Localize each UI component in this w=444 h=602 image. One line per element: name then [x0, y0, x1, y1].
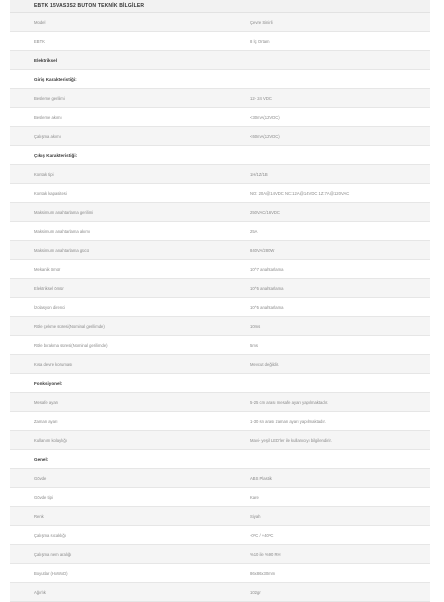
spec-value: 10^7 anahtarlama [248, 260, 430, 279]
spec-row [10, 317, 430, 336]
spec-label: Kontak tipi [10, 165, 248, 184]
spec-label: Elektriksel ömür [10, 279, 248, 298]
section-row [10, 70, 430, 89]
spec-value: Kare [248, 488, 430, 507]
section-heading: Fonksiyonel: [10, 374, 248, 393]
spec-row [10, 336, 430, 355]
spec-label: Röle bırakma süresi(Nominal gerilimde) [10, 336, 248, 355]
spec-value [248, 450, 430, 469]
spec-label: Mesafe ayarı [10, 393, 248, 412]
spec-value: 10^5 anahtarlama [248, 279, 430, 298]
spec-label: Çalışma nem aralığı [10, 545, 248, 564]
spec-label: Çalışma akımı [10, 127, 248, 146]
spec-row [10, 507, 430, 526]
spec-value [248, 146, 430, 165]
spec-row [10, 412, 430, 431]
spec-value: 25A [248, 222, 430, 241]
spec-value: ABS Plastik [248, 469, 430, 488]
spec-label: Zaman ayarı [10, 412, 248, 431]
spec-value: NO: 20A@14VDC NC:12A@14VDC 1Z:7A@120VAC [248, 184, 430, 203]
spec-label: Besleme gerilimi [10, 89, 248, 108]
spec-row [10, 13, 430, 32]
spec-value: %10 ile %90 RH [248, 545, 430, 564]
spec-label: EBTK [10, 32, 248, 51]
spec-value: 840VA/280W [248, 241, 430, 260]
spec-row [10, 184, 430, 203]
spec-value: -0ºC / +40ºC [248, 526, 430, 545]
spec-value [248, 51, 430, 70]
spec-table-body [10, 13, 430, 602]
section-row [10, 146, 430, 165]
spec-row [10, 393, 430, 412]
spec-value [248, 70, 430, 89]
spec-value: <30mA(12VDC) [248, 108, 430, 127]
spec-value [248, 374, 430, 393]
spec-label: Kontak kapasitesi [10, 184, 248, 203]
spec-row [10, 260, 430, 279]
spec-label: Boyutlar (HxWxD) [10, 564, 248, 583]
spec-row [10, 583, 430, 602]
spec-value: Çevre Sinirli [248, 13, 430, 32]
spec-row [10, 488, 430, 507]
spec-row [10, 89, 430, 108]
section-heading: Giriş Karakteristiği: [10, 70, 248, 89]
section-heading: Çıkış Karakteristiği: [10, 146, 248, 165]
spec-label: Röle çekme süresi(Nominal gerilimde) [10, 317, 248, 336]
spec-label: Kullanım kolaylığı [10, 431, 248, 450]
spec-row [10, 241, 430, 260]
spec-label: Çalışma sıcaklığı [10, 526, 248, 545]
spec-value: 86x86x30mm [248, 564, 430, 583]
spec-row [10, 165, 430, 184]
spec-row [10, 279, 430, 298]
section-row [10, 450, 430, 469]
spec-label: Kısa devre koruması [10, 355, 248, 374]
spec-value: 5ms [248, 336, 430, 355]
spec-row [10, 431, 430, 450]
section-heading: Elektriksel [10, 51, 248, 70]
spec-label: İzolasyon direnci [10, 298, 248, 317]
spec-value: 10ms [248, 317, 430, 336]
spec-row [10, 32, 430, 51]
spec-label: Gövde tipi [10, 488, 248, 507]
section-heading: Genel: [10, 450, 248, 469]
spec-label: Gövde [10, 469, 248, 488]
spec-row [10, 564, 430, 583]
spec-value: 102gr [248, 583, 430, 602]
spec-row [10, 203, 430, 222]
spec-label: Ağırlık [10, 583, 248, 602]
spec-row [10, 526, 430, 545]
spec-value: Mavi- yeşil LED'ler ile kullanıcıyı bilgilendirir. [248, 431, 430, 450]
spec-value: Siyah [248, 507, 430, 526]
spec-row [10, 108, 430, 127]
spec-row [10, 298, 430, 317]
spec-label: Model [10, 13, 248, 32]
section-row [10, 374, 430, 393]
spec-row [10, 545, 430, 564]
spec-row [10, 469, 430, 488]
spec-label: Maksimum anahtarlama gücü [10, 241, 248, 260]
spec-value: 1H/1Z/1B [248, 165, 430, 184]
section-row [10, 51, 430, 70]
spec-sheet [10, 0, 430, 602]
spec-value: Mevcut değildir. [248, 355, 430, 374]
spec-value: 5-25 cm arası mesafe ayarı yapılmaktadır. [248, 393, 430, 412]
spec-value: 1-30 sn arası zaman ayarı yapılmaktadır. [248, 412, 430, 431]
spec-value: 250VAC/16VDC [248, 203, 430, 222]
spec-row [10, 127, 430, 146]
spec-table [10, 13, 430, 602]
spec-value: 12- 24 VDC [248, 89, 430, 108]
spec-value: <60mA(12VDC) [248, 127, 430, 146]
spec-value: 8 İç Ortam [248, 32, 430, 51]
spec-label: Maksimum anahtarlama akımı [10, 222, 248, 241]
spec-label: Renk [10, 507, 248, 526]
spec-row [10, 355, 430, 374]
spec-value: 10^5 anahtarlama [248, 298, 430, 317]
spec-label: Maksimum anahtarlama gerilimi [10, 203, 248, 222]
spec-label: Mekanik ömür [10, 260, 248, 279]
spec-title: EBTK 15VAS3S2 BUTON TEKNİK BİLGİLER [10, 0, 430, 13]
spec-row [10, 222, 430, 241]
spec-label: Besleme akımı [10, 108, 248, 127]
